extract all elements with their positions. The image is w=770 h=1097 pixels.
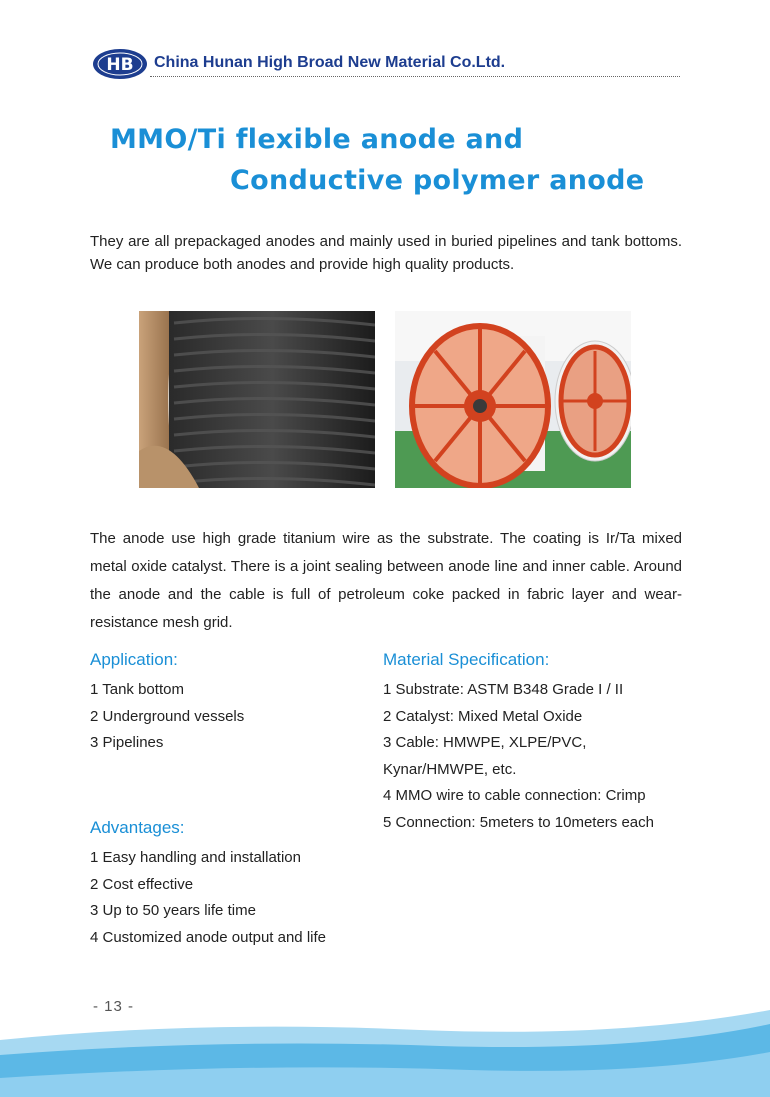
page-title-line1: MMO/Ti flexible anode and <box>110 124 524 155</box>
list-item: 3 Up to 50 years life time <box>90 902 256 919</box>
header-divider <box>150 76 680 77</box>
footer-wave <box>0 1000 770 1097</box>
application-heading: Application: <box>90 650 178 669</box>
list-item: 5 Connection: 5meters to 10meters each <box>383 813 654 831</box>
intro-paragraph: They are all prepackaged anodes and mainly used in buried pipelines and tank bottoms. We can produce both anodes and provide high quality products. <box>90 233 682 273</box>
cable-reels-photo <box>395 311 631 488</box>
list-item: 3 Cable: HMWPE, XLPE/PVC, <box>383 734 587 751</box>
advantages-heading: Advantages: <box>90 818 185 837</box>
list-item: 4 MMO wire to cable connection: Crimp <box>383 787 646 804</box>
page-title-line2: Conductive polymer anode <box>230 165 645 196</box>
svg-text:HB: HB <box>106 55 134 75</box>
material-heading: Material Specification: <box>383 650 550 669</box>
list-item: 2 Cost effective <box>90 875 194 893</box>
page-header <box>92 48 688 82</box>
list-item: Kynar/HMWPE, etc. <box>383 760 517 778</box>
list-item: 1 Tank bottom <box>90 681 184 698</box>
page-number: - 13 - <box>93 998 135 1015</box>
list-item: 2 Underground vessels <box>90 707 245 725</box>
material-list <box>383 677 654 836</box>
list-item: 4 Customized anode output and life <box>90 928 326 946</box>
application-list <box>90 677 244 757</box>
coiled-anode-photo <box>139 311 375 488</box>
list-item: 3 Pipelines <box>90 734 164 751</box>
description-paragraph: The anode use high grade titanium wire as the substrate. The coating is Ir/Ta mixed metal oxide catalyst. There is a joint sealing between anode line and inner cable. Around the anode and the cable is full of petroleum coke packed in fabric layer and wear-resistance mesh grid. <box>90 530 682 631</box>
list-item: 1 Easy handling and installation <box>90 849 301 866</box>
company-name: China Hunan High Broad New Material Co.Ltd. <box>154 54 506 71</box>
list-item: 1 Substrate: ASTM B348 Grade I / II <box>383 681 624 698</box>
advantages-list <box>90 845 326 951</box>
list-item: 2 Catalyst: Mixed Metal Oxide <box>383 707 583 725</box>
company-logo <box>92 48 148 80</box>
